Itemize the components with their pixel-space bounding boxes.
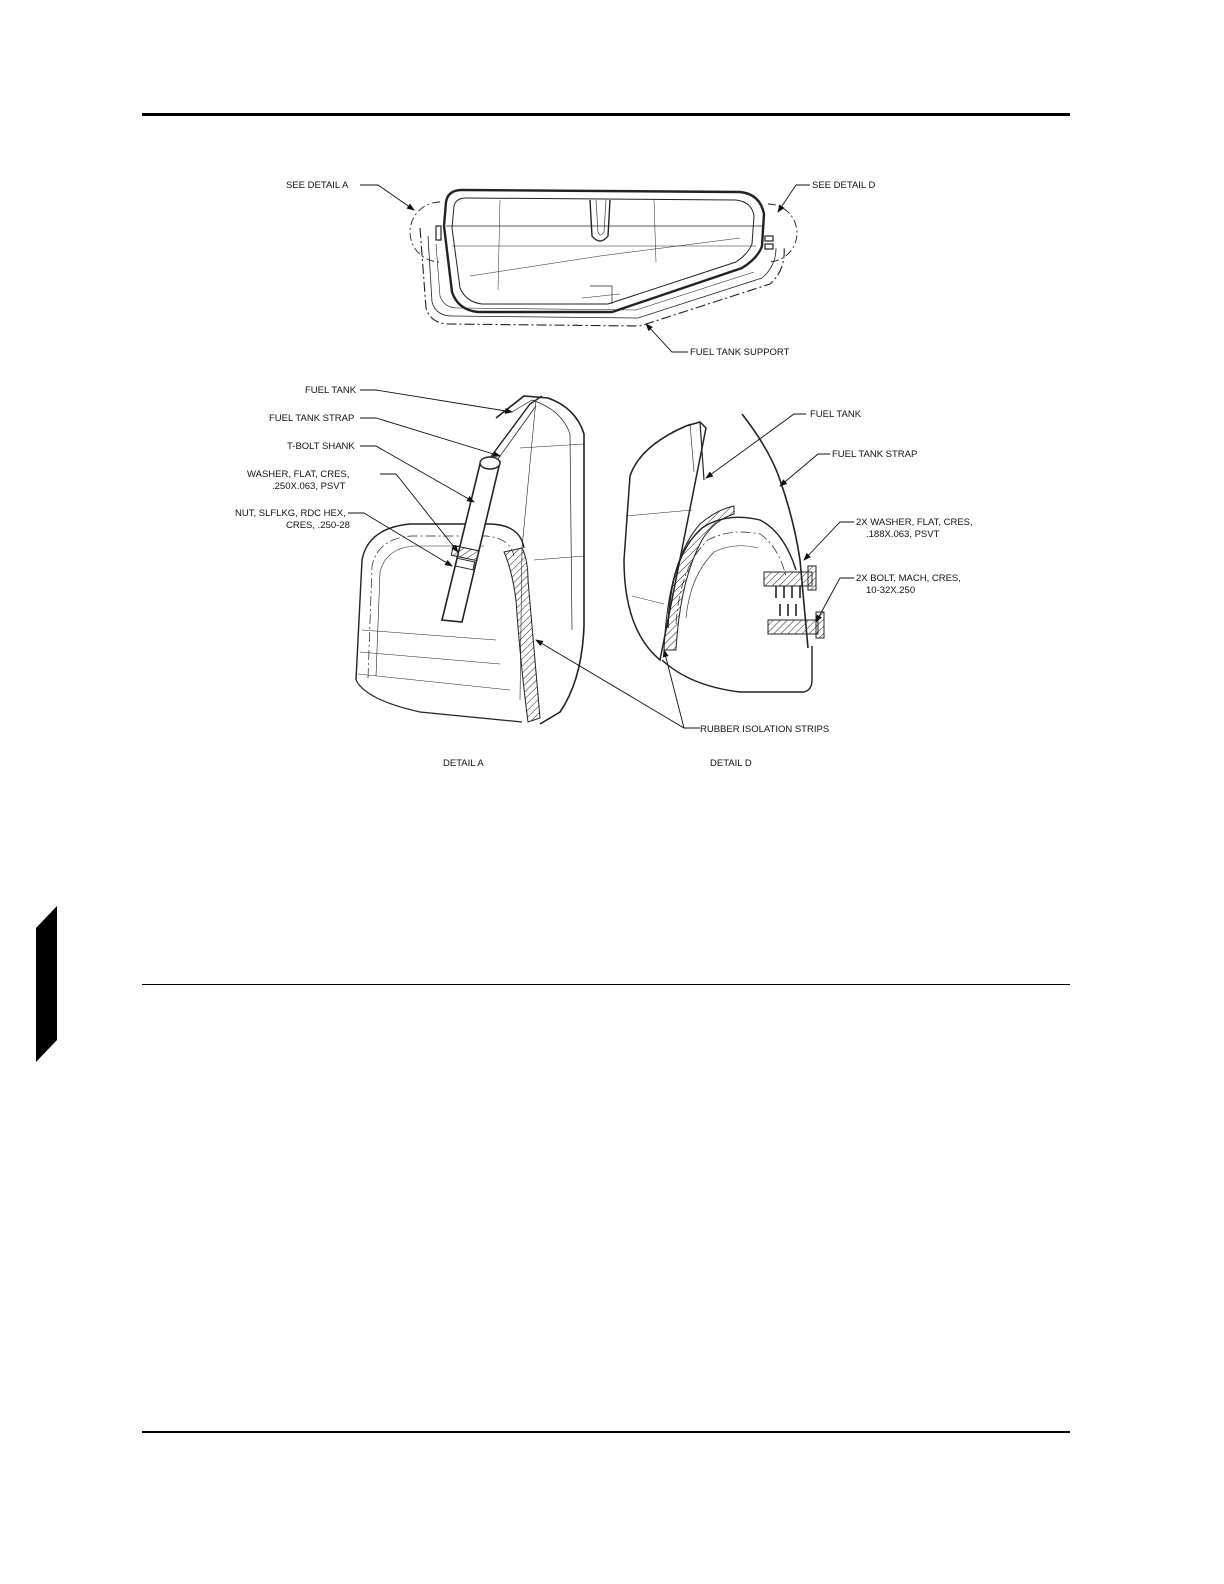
callout-d-bolt-line1: 2X BOLT, MACH, CRES, [856,573,961,584]
callout-a-fuel-tank-strap: FUEL TANK STRAP [269,413,355,424]
detail-d-drawing [624,414,824,692]
callout-a-nut-line1: NUT, SLFLKG, RDC HEX, [235,508,346,519]
callout-see-detail-a: SEE DETAIL A [286,180,349,191]
leader-lines [348,185,854,728]
callout-a-fuel-tank: FUEL TANK [305,385,357,396]
caption-detail-a: DETAIL A [443,758,484,769]
callout-d-fuel-tank-strap: FUEL TANK STRAP [832,449,918,460]
callout-fuel-tank-support: FUEL TANK SUPPORT [690,347,790,358]
callout-d-washer-line2: .188X.063, PSVT [866,529,940,540]
caption-detail-d: DETAIL D [710,758,752,769]
callout-a-washer-line2: .250X.063, PSVT [272,481,346,492]
callout-see-detail-d: SEE DETAIL D [812,180,876,191]
callout-a-tbolt-shank: T-BOLT SHANK [287,441,355,452]
fuel-tank-overview-drawing [410,190,797,326]
callout-d-washer-line1: 2X WASHER, FLAT, CRES, [856,517,973,528]
detail-a-drawing [356,396,584,724]
callout-d-fuel-tank: FUEL TANK [810,409,862,420]
callout-rubber-isolation-strips: RUBBER ISOLATION STRIPS [700,724,830,735]
callout-a-washer-line1: WASHER, FLAT, CRES, [247,469,350,480]
callout-d-bolt-line2: 10-32X.250 [866,585,916,596]
callout-a-nut-line2: CRES, .250-28 [286,520,350,531]
